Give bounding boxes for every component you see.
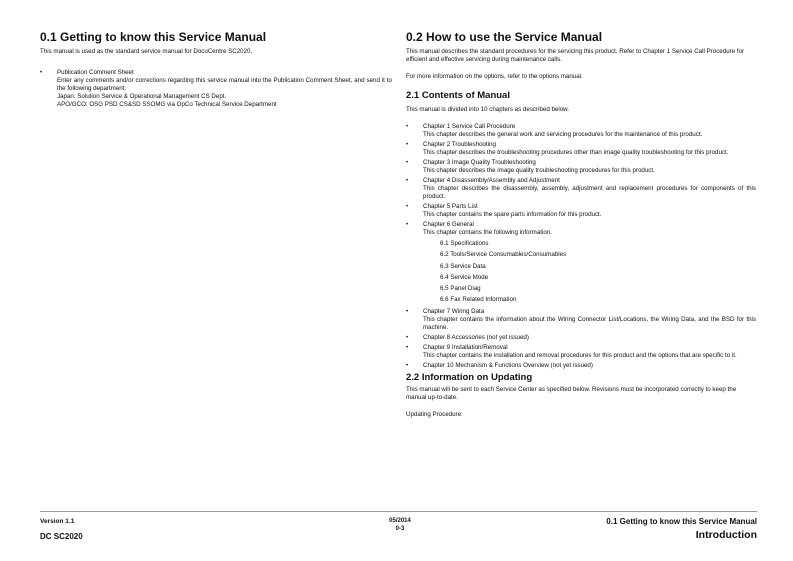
contents-intro: This manual is divided into 10 chapters as described below. bbox=[406, 106, 570, 113]
footer-left bbox=[40, 517, 83, 541]
sub-item: 6.3 Service Data bbox=[440, 262, 486, 270]
footer-section-title: 0.1 Getting to know this Service Manual bbox=[606, 517, 757, 526]
footer-divider bbox=[40, 511, 757, 512]
chapter-item bbox=[406, 362, 756, 370]
comment-sheet-title: Publication Comment Sheet bbox=[57, 69, 134, 76]
section-0-2-heading: 0.2 How to use the Service Manual bbox=[406, 30, 603, 44]
sub-item: 6.5 Panel Diag bbox=[440, 285, 481, 293]
chapter-list bbox=[406, 123, 756, 370]
chapter-title: Chapter 7 Wiring Data bbox=[423, 307, 485, 315]
footer-model: DC SC2020 bbox=[40, 532, 83, 541]
section-0-1-intro: This manual is used as the standard service manual for DocuCentre SC2020. bbox=[40, 48, 253, 55]
bullet-icon: • bbox=[406, 334, 409, 341]
chapter-title: Chapter 10 Mechanism & Functions Overview (not yet issued) bbox=[423, 361, 593, 369]
comment-sheet-apo: APO/GCO: OSG PSD CS&SD SSOMG via OpCo Technical Service Department bbox=[57, 101, 277, 108]
chapter-desc: This chapter contains the spare parts information for this product. bbox=[423, 211, 602, 218]
chapter-desc: This chapter describes the image quality troubleshooting procedures for this product. bbox=[423, 167, 655, 174]
bullet-icon: • bbox=[406, 344, 409, 351]
chapter-desc: This chapter contains the information about the Wiring Connector List/Locations, the Wiring Data, and the BSD for this machine. bbox=[423, 315, 756, 331]
chapter-desc: This chapter describes the general work and servicing procedures for the maintenance of this product. bbox=[423, 131, 703, 138]
chapter-desc: This chapter contains the following information. bbox=[423, 229, 552, 236]
chapter-item bbox=[406, 177, 756, 201]
right-column bbox=[406, 30, 756, 425]
comment-sheet-japan: Japan: Solution Service & Operational Management CS Dept. bbox=[57, 93, 227, 100]
bullet-icon: • bbox=[40, 70, 43, 76]
chapter-title: Chapter 6 General bbox=[423, 221, 474, 228]
chapter-item bbox=[406, 308, 756, 332]
section-0-1-heading: 0.1 Getting to know this Service Manual bbox=[40, 30, 267, 44]
bullet-icon: • bbox=[406, 308, 409, 315]
chapter-title: Chapter 8 Accessories (not yet issued) bbox=[423, 333, 529, 341]
left-column bbox=[40, 30, 392, 111]
comment-sheet-text: Enter any comments and/or corrections regarding this service manual into the Publication Comment Sheet, and send it to the following department. bbox=[57, 77, 392, 92]
bullet-icon: • bbox=[406, 160, 409, 166]
bullet-icon: • bbox=[406, 124, 409, 130]
chapter-item bbox=[406, 203, 756, 219]
bullet-icon: • bbox=[406, 142, 409, 148]
footer-center bbox=[370, 517, 430, 533]
footer-chapter-title: Introduction bbox=[695, 529, 757, 541]
chapter-title: Chapter 3 Image Quality Troubleshooting bbox=[423, 159, 536, 166]
contents-heading: 2.1 Contents of Manual bbox=[406, 90, 510, 101]
bullet-icon: • bbox=[406, 178, 409, 184]
chapter-6-sublist bbox=[423, 238, 756, 306]
updating-procedure-label: Updating Procedure: bbox=[406, 410, 463, 418]
chapter-desc: This chapter contains the installation and removal procedures for this product and the options that are specific to it. bbox=[423, 351, 737, 359]
chapter-title: Chapter 9 Installation/Removal bbox=[423, 343, 508, 351]
list-item bbox=[40, 69, 392, 109]
sub-item: 6.2 Tools/Service Consumables/Consumables bbox=[440, 251, 567, 259]
updating-heading: 2.2 Information on Updating bbox=[406, 371, 533, 383]
chapter-item bbox=[406, 334, 756, 342]
footer-date: 05/2014 bbox=[389, 518, 411, 524]
sub-item: 6.4 Service Mode bbox=[440, 273, 489, 281]
chapter-item bbox=[406, 344, 756, 360]
chapter-item bbox=[406, 141, 756, 157]
chapter-title: Chapter 4 Disassembly/Assembly and Adjustment bbox=[423, 177, 560, 184]
chapter-item bbox=[406, 123, 756, 139]
bullet-icon: • bbox=[406, 204, 409, 210]
bullet-icon: • bbox=[406, 222, 409, 228]
footer-version: Version 1.1 bbox=[40, 518, 75, 525]
footer-right bbox=[606, 517, 757, 542]
sub-item: 6.6 Fax Related Information bbox=[440, 296, 517, 304]
chapter-desc: This chapter describes the disassembly, assembly, adjustment and replacement procedures for components of this product. bbox=[423, 185, 756, 200]
updating-text: This manual will be sent to each Service Center as specified below. Revisions must be incorporated correctly to keep the manual up-to-date. bbox=[406, 385, 737, 401]
bullet-icon: • bbox=[406, 362, 409, 369]
comment-sheet-list bbox=[40, 69, 392, 109]
chapter-title: Chapter 2 Troubleshooting bbox=[423, 141, 496, 148]
footer-page-number: 0-3 bbox=[395, 526, 405, 532]
chapter-desc: This chapter describes the troubleshooting procedures other than image quality troubleshooting for this product. bbox=[423, 149, 729, 156]
chapter-item bbox=[406, 221, 756, 306]
sub-item: 6.1 Specifications bbox=[440, 240, 489, 247]
chapter-item bbox=[406, 159, 756, 175]
options-note: For more information on the options, refer to the options manual. bbox=[406, 73, 583, 80]
section-0-2-intro: This manual describes the standard procedures for the servicing this product. Refer to Chapter 1 Service Call Procedure for efficient and effective servicing during maintenance calls. bbox=[406, 48, 745, 63]
chapter-title: Chapter 5 Parts List bbox=[423, 203, 478, 210]
chapter-title: Chapter 1 Service Call Procedure bbox=[423, 123, 516, 130]
